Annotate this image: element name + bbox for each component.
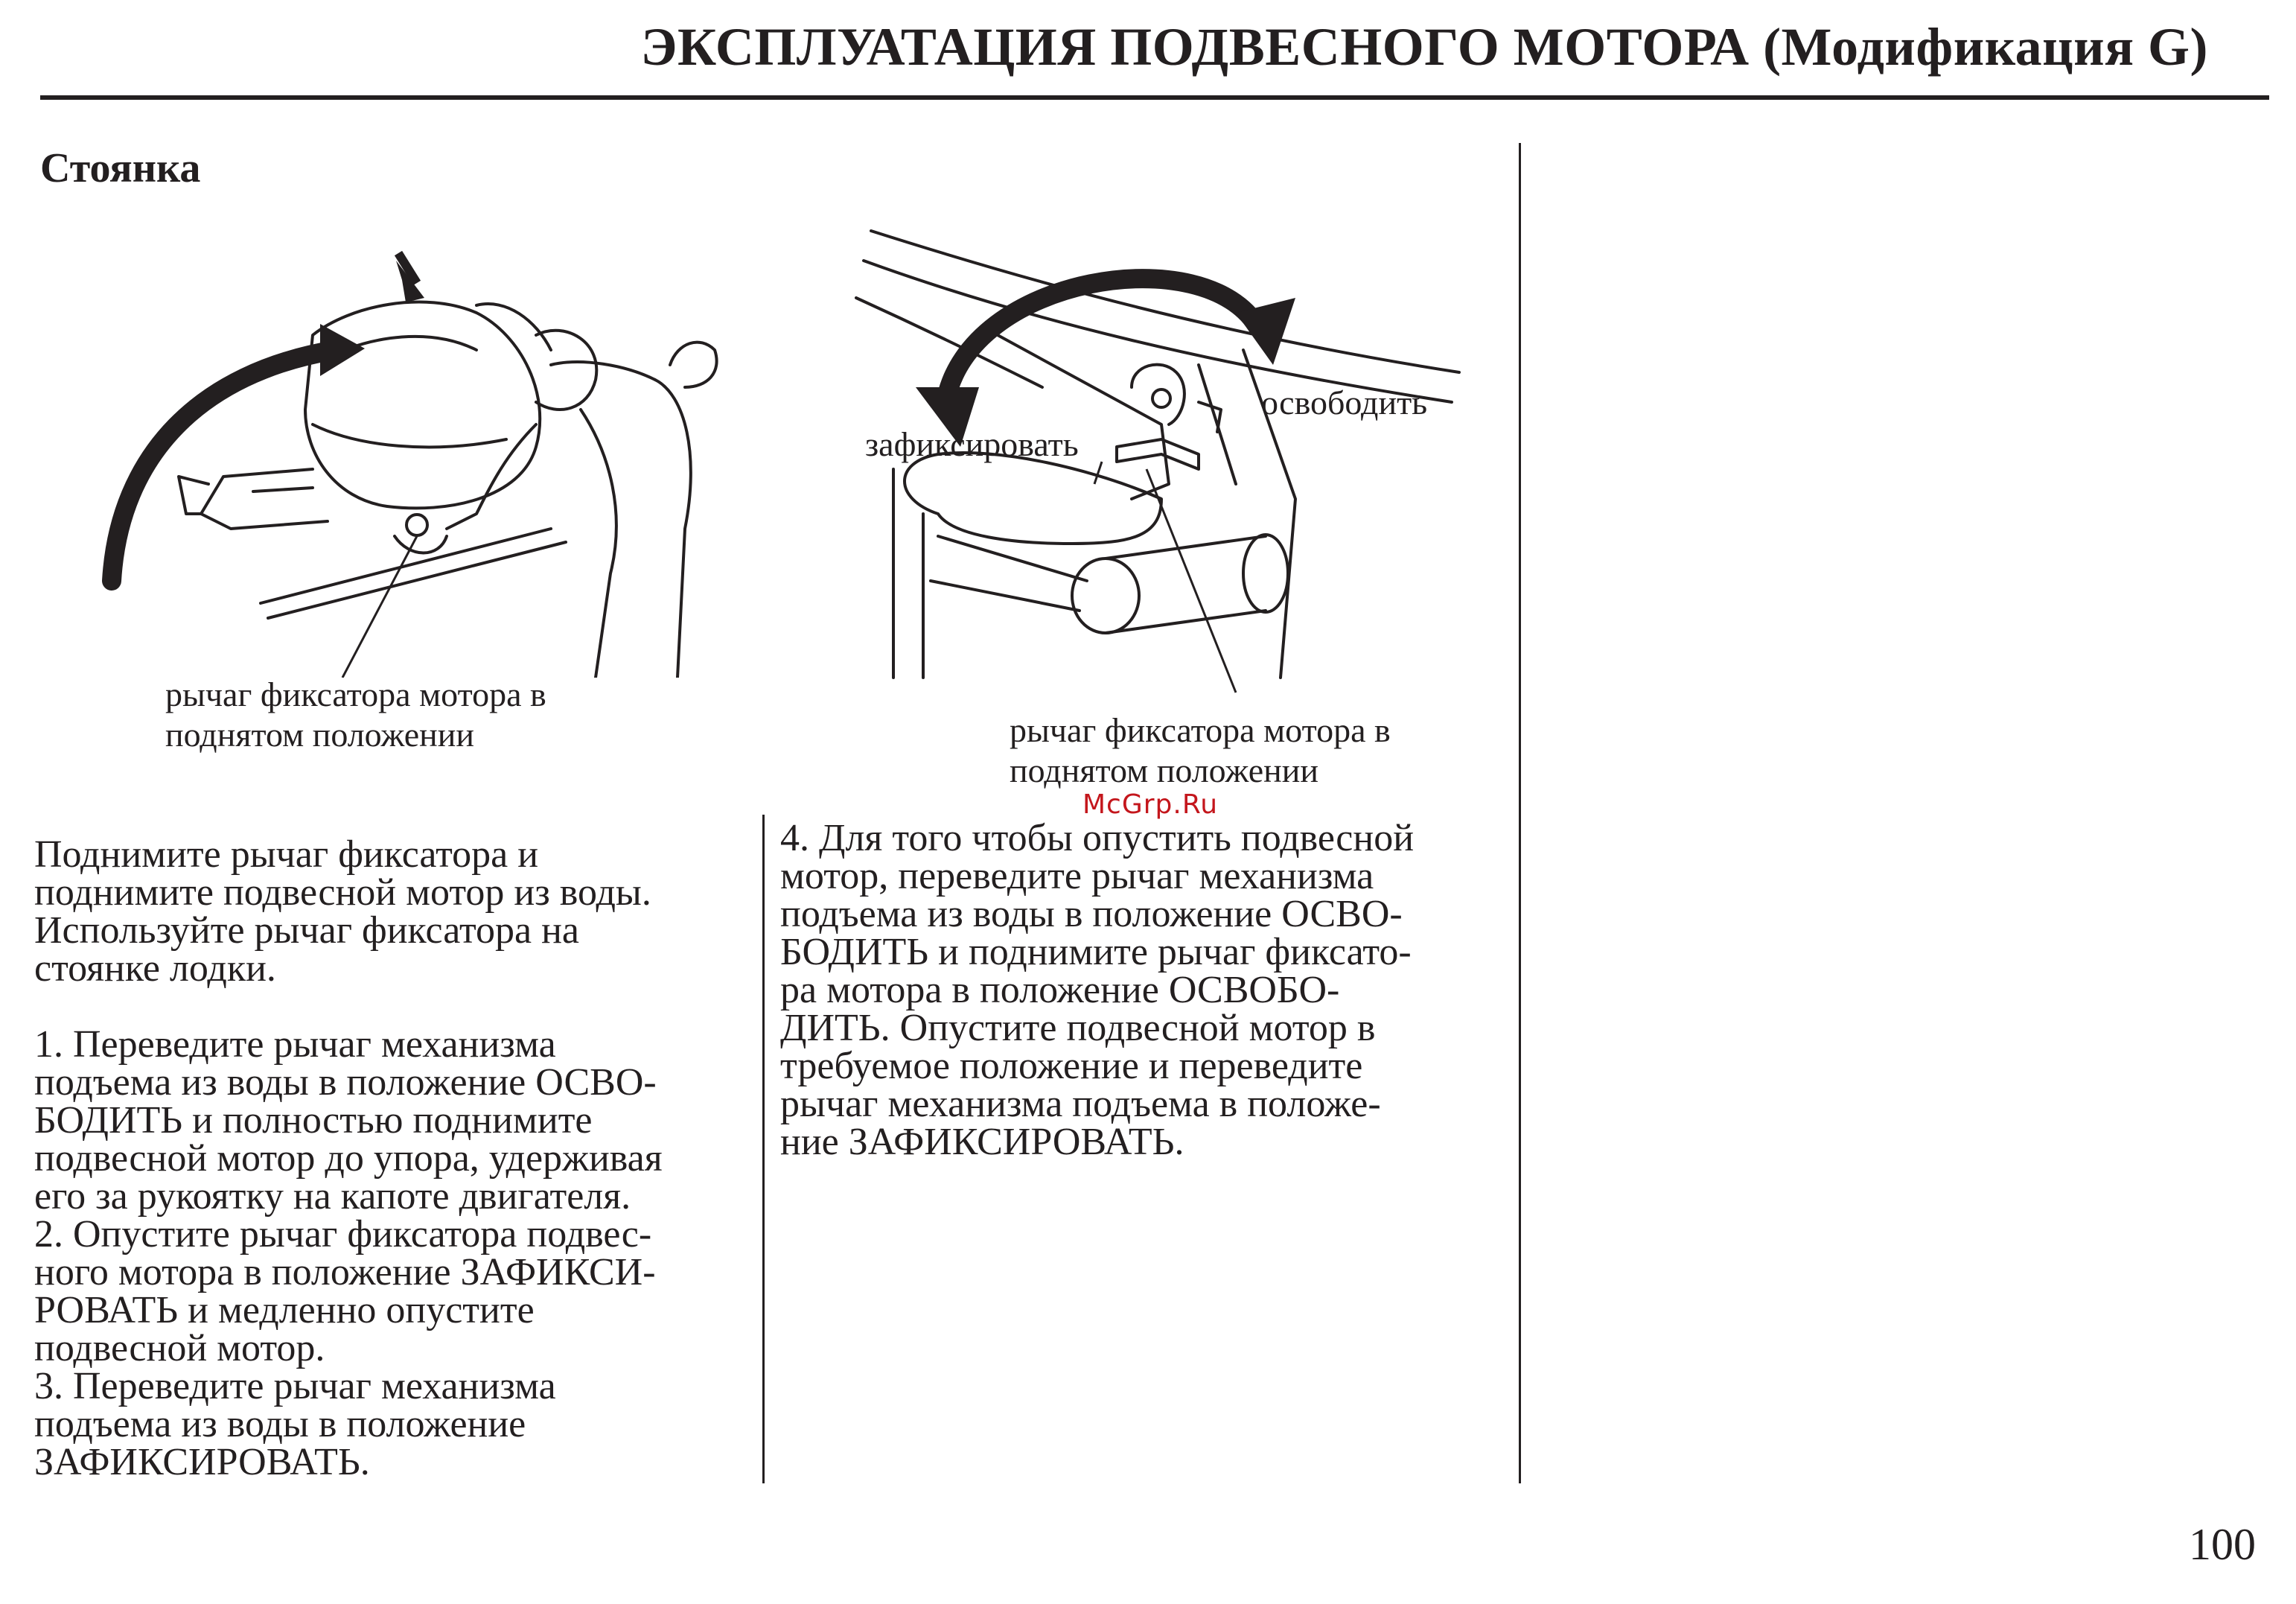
page-header-title: ЭКСПЛУАТАЦИЯ ПОДВЕСНОГО МОТОРА (Модификация G) bbox=[640, 17, 2208, 77]
text-line: ние ЗАФИКСИРОВАТЬ. bbox=[780, 1121, 1184, 1163]
text-line: ного мотора в положение ЗАФИКСИ- bbox=[34, 1251, 656, 1293]
text-line: стоянке лодки. bbox=[34, 947, 276, 990]
text-line: Поднимите рычаг фиксатора и bbox=[34, 833, 539, 876]
text-line: подъема из воды в положение ОСВО- bbox=[780, 893, 1403, 935]
text-line: подъема из воды в положение bbox=[34, 1403, 526, 1445]
text-line: РОВАТЬ и медленно опустите bbox=[34, 1289, 535, 1331]
text-line: ДИТЬ. Опустите подвесной мотор в bbox=[780, 1007, 1376, 1049]
section-title: Стоянка bbox=[40, 145, 201, 191]
label-release: освободить bbox=[1261, 384, 1428, 421]
text-line: требуемое положение и переведите bbox=[780, 1045, 1363, 1087]
text-line: подъема из воды в положение ОСВО- bbox=[34, 1061, 657, 1104]
paragraph-gap bbox=[34, 987, 663, 1025]
text-line: мотор, переведите рычаг механизма bbox=[780, 855, 1374, 897]
figure-right-caption bbox=[1010, 710, 1391, 791]
watermark: McGrp.Ru bbox=[1082, 789, 1219, 820]
caption-line: рычаг фиксатора мотора в bbox=[1010, 711, 1391, 749]
label-lock: зафиксировать bbox=[865, 425, 1079, 463]
text-line: БОДИТЬ и поднимите рычаг фиксато- bbox=[780, 931, 1412, 973]
text-line: ЗАФИКСИРОВАТЬ. bbox=[34, 1441, 370, 1483]
text-line: Используйте рычаг фиксатора на bbox=[34, 909, 579, 952]
caption-line: поднятом положении bbox=[165, 716, 474, 754]
text-line: 1. Переведите рычаг механизма bbox=[34, 1023, 556, 1066]
illustration-motor-tilt bbox=[89, 231, 759, 678]
text-line: его за рукоятку на капоте двигателя. bbox=[34, 1175, 631, 1218]
caption-line: рычаг фиксатора мотора в bbox=[165, 675, 546, 713]
figure-left-caption bbox=[165, 675, 546, 755]
column-left-text bbox=[34, 833, 663, 1483]
column-divider-right bbox=[1519, 143, 1521, 1483]
text-line: 4. Для того чтобы опустить подвесной bbox=[780, 817, 1415, 859]
text-line: 2. Опустите рычаг фиксатора подвес- bbox=[34, 1213, 652, 1255]
column-right-text bbox=[780, 819, 1414, 1161]
text-line: БОДИТЬ и полностью поднимите bbox=[34, 1099, 593, 1142]
text-line: ра мотора в положение ОСВОБО- bbox=[780, 969, 1340, 1011]
text-line: поднимите подвесной мотор из воды. bbox=[34, 871, 651, 914]
page-number: 100 bbox=[2189, 1520, 2256, 1569]
caption-line: поднятом положении bbox=[1010, 751, 1318, 789]
text-line: подвесной мотор до упора, удерживая bbox=[34, 1137, 663, 1180]
text-line: подвесной мотор. bbox=[34, 1327, 325, 1369]
column-divider-middle bbox=[762, 815, 765, 1483]
text-line: рычаг механизма подъема в положе- bbox=[780, 1083, 1381, 1125]
text-line: 3. Переведите рычаг механизма bbox=[34, 1365, 556, 1407]
header-rule bbox=[40, 95, 2269, 100]
